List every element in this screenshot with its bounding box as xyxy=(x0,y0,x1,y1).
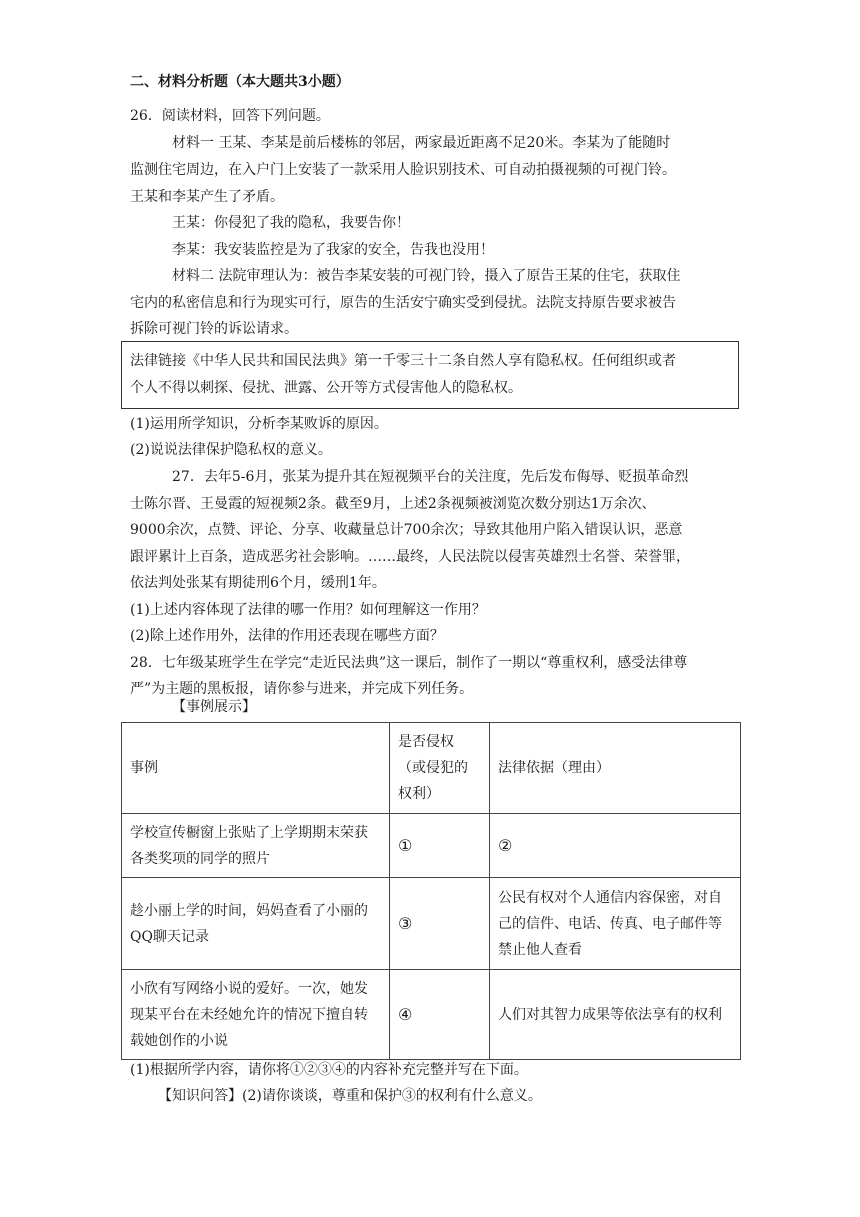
case-cell: 小欣有写网络小说的爱好。一次，她发现某平台在未经她允许的情况下擅自转载她创作的小说 xyxy=(122,970,390,1060)
q26-stem: 26．阅读材料，回答下列问题。 xyxy=(130,108,330,124)
header-infringe: 是否侵权（或侵犯的权利） xyxy=(390,723,490,814)
q26-material2-line3: 拆除可视门铃的诉讼请求。 xyxy=(130,321,298,337)
infringe-cell: ④ xyxy=(390,970,490,1060)
law-link-box xyxy=(121,341,739,409)
law-link-line1: 法律链接《中华人民共和国民法典》第一千零三十二条自然人享有隐私权。任何组织或者 xyxy=(130,353,676,369)
q28-subquestion-2: 【知识问答】(2)请你谈谈，尊重和保护③的权利有什么意义。 xyxy=(158,1088,542,1104)
case-cell: 趁小丽上学的时间，妈妈查看了小丽的QQ聊天记录 xyxy=(122,878,390,970)
q28-line1: 28．七年级某班学生在学完“走近民法典”这一课后，制作了一期以“尊重权利，感受法律尊 xyxy=(130,655,688,671)
q27-line1: 27．去年5-6月，张某为提升其在短视频平台的关注度，先后发布侮辱、贬损革命烈 xyxy=(172,469,689,485)
q26-material2-line1: 材料二 法院审理认为：被告李某安装的可视门铃，摄入了原告王某的住宅，获取住 xyxy=(172,268,681,284)
basis-cell: 人们对其智力成果等依法享有的权利 xyxy=(490,970,741,1060)
q27-subquestion-1: (1)上述内容体现了法律的哪一作用？如何理解这一作用？ xyxy=(130,602,486,618)
table-header-row xyxy=(122,723,741,814)
basis-cell: ② xyxy=(490,814,741,878)
table-row xyxy=(122,814,741,878)
q26-dialog-li: 李某：我安装监控是为了我家的安全，告我也没用！ xyxy=(172,242,494,258)
table-row xyxy=(122,878,741,970)
q26-material1-line1: 材料一 王某、李某是前后楼栋的邻居，两家最近距离不足20米。李某为了能随时 xyxy=(172,135,671,151)
q27-line2: 士陈尔晋、王曼霞的短视频2条。截至9月，上述2条视频被浏览次数分别达1万余次、 xyxy=(130,496,656,512)
section-title: 二、材料分析题（本大题共3小题） xyxy=(130,74,350,90)
q27-line4: 跟评累计上百条，造成恶劣社会影响。……最终，人民法院以侵害英雄烈士名誉、荣誉罪， xyxy=(130,549,690,565)
q26-dialog-wang: 王某：你侵犯了我的隐私，我要告你！ xyxy=(172,215,410,231)
q26-material1-line2: 监测住宅周边，在入户门上安装了一款采用人脸识别技术、可自动拍摄视频的可视门铃。 xyxy=(130,162,676,178)
infringe-cell: ③ xyxy=(390,878,490,970)
case-cell: 学校宣传橱窗上张贴了上学期期末荣获各类奖项的同学的照片 xyxy=(122,814,390,878)
q28-showcase-heading: 【事例展示】 xyxy=(172,699,256,715)
q27-subquestion-2: (2)除上述作用外，法律的作用还表现在哪些方面？ xyxy=(130,628,444,644)
q26-material2-line2: 宅内的私密信息和行为现实可行，原告的生活安宁确实受到侵扰。法院支持原告要求被告 xyxy=(130,295,676,311)
infringe-cell: ① xyxy=(390,814,490,878)
q27-line5: 依法判处张某有期徒刑6个月，缓刑1年。 xyxy=(130,575,386,591)
header-basis: 法律依据（理由） xyxy=(490,723,741,814)
q26-subquestion-2: (2)说说法律保护隐私权的意义。 xyxy=(130,442,332,458)
case-table xyxy=(121,722,741,1060)
q26-material1-line3: 王某和李某产生了矛盾。 xyxy=(130,189,284,205)
q26-subquestion-1: (1)运用所学知识，分析李某败诉的原因。 xyxy=(130,416,388,432)
basis-cell: 公民有权对个人通信内容保密，对自己的信件、电话、传真、电子邮件等禁止他人查看 xyxy=(490,878,741,970)
table-row xyxy=(122,970,741,1060)
q27-line3: 9000余次，点赞、评论、分享、收藏量总计700余次；导致其他用户陷入错误认识，恶意 xyxy=(130,522,683,538)
q28-line2: 严”为主题的黑板报，请你参与进来，并完成下列任务。 xyxy=(130,681,474,697)
q28-subquestion-1: (1)根据所学内容，请你将①②③④的内容补充完整并写在下面。 xyxy=(130,1062,528,1078)
header-case: 事例 xyxy=(122,723,390,814)
law-link-line2: 个人不得以刺探、侵扰、泄露、公开等方式侵害他人的隐私权。 xyxy=(130,380,522,396)
